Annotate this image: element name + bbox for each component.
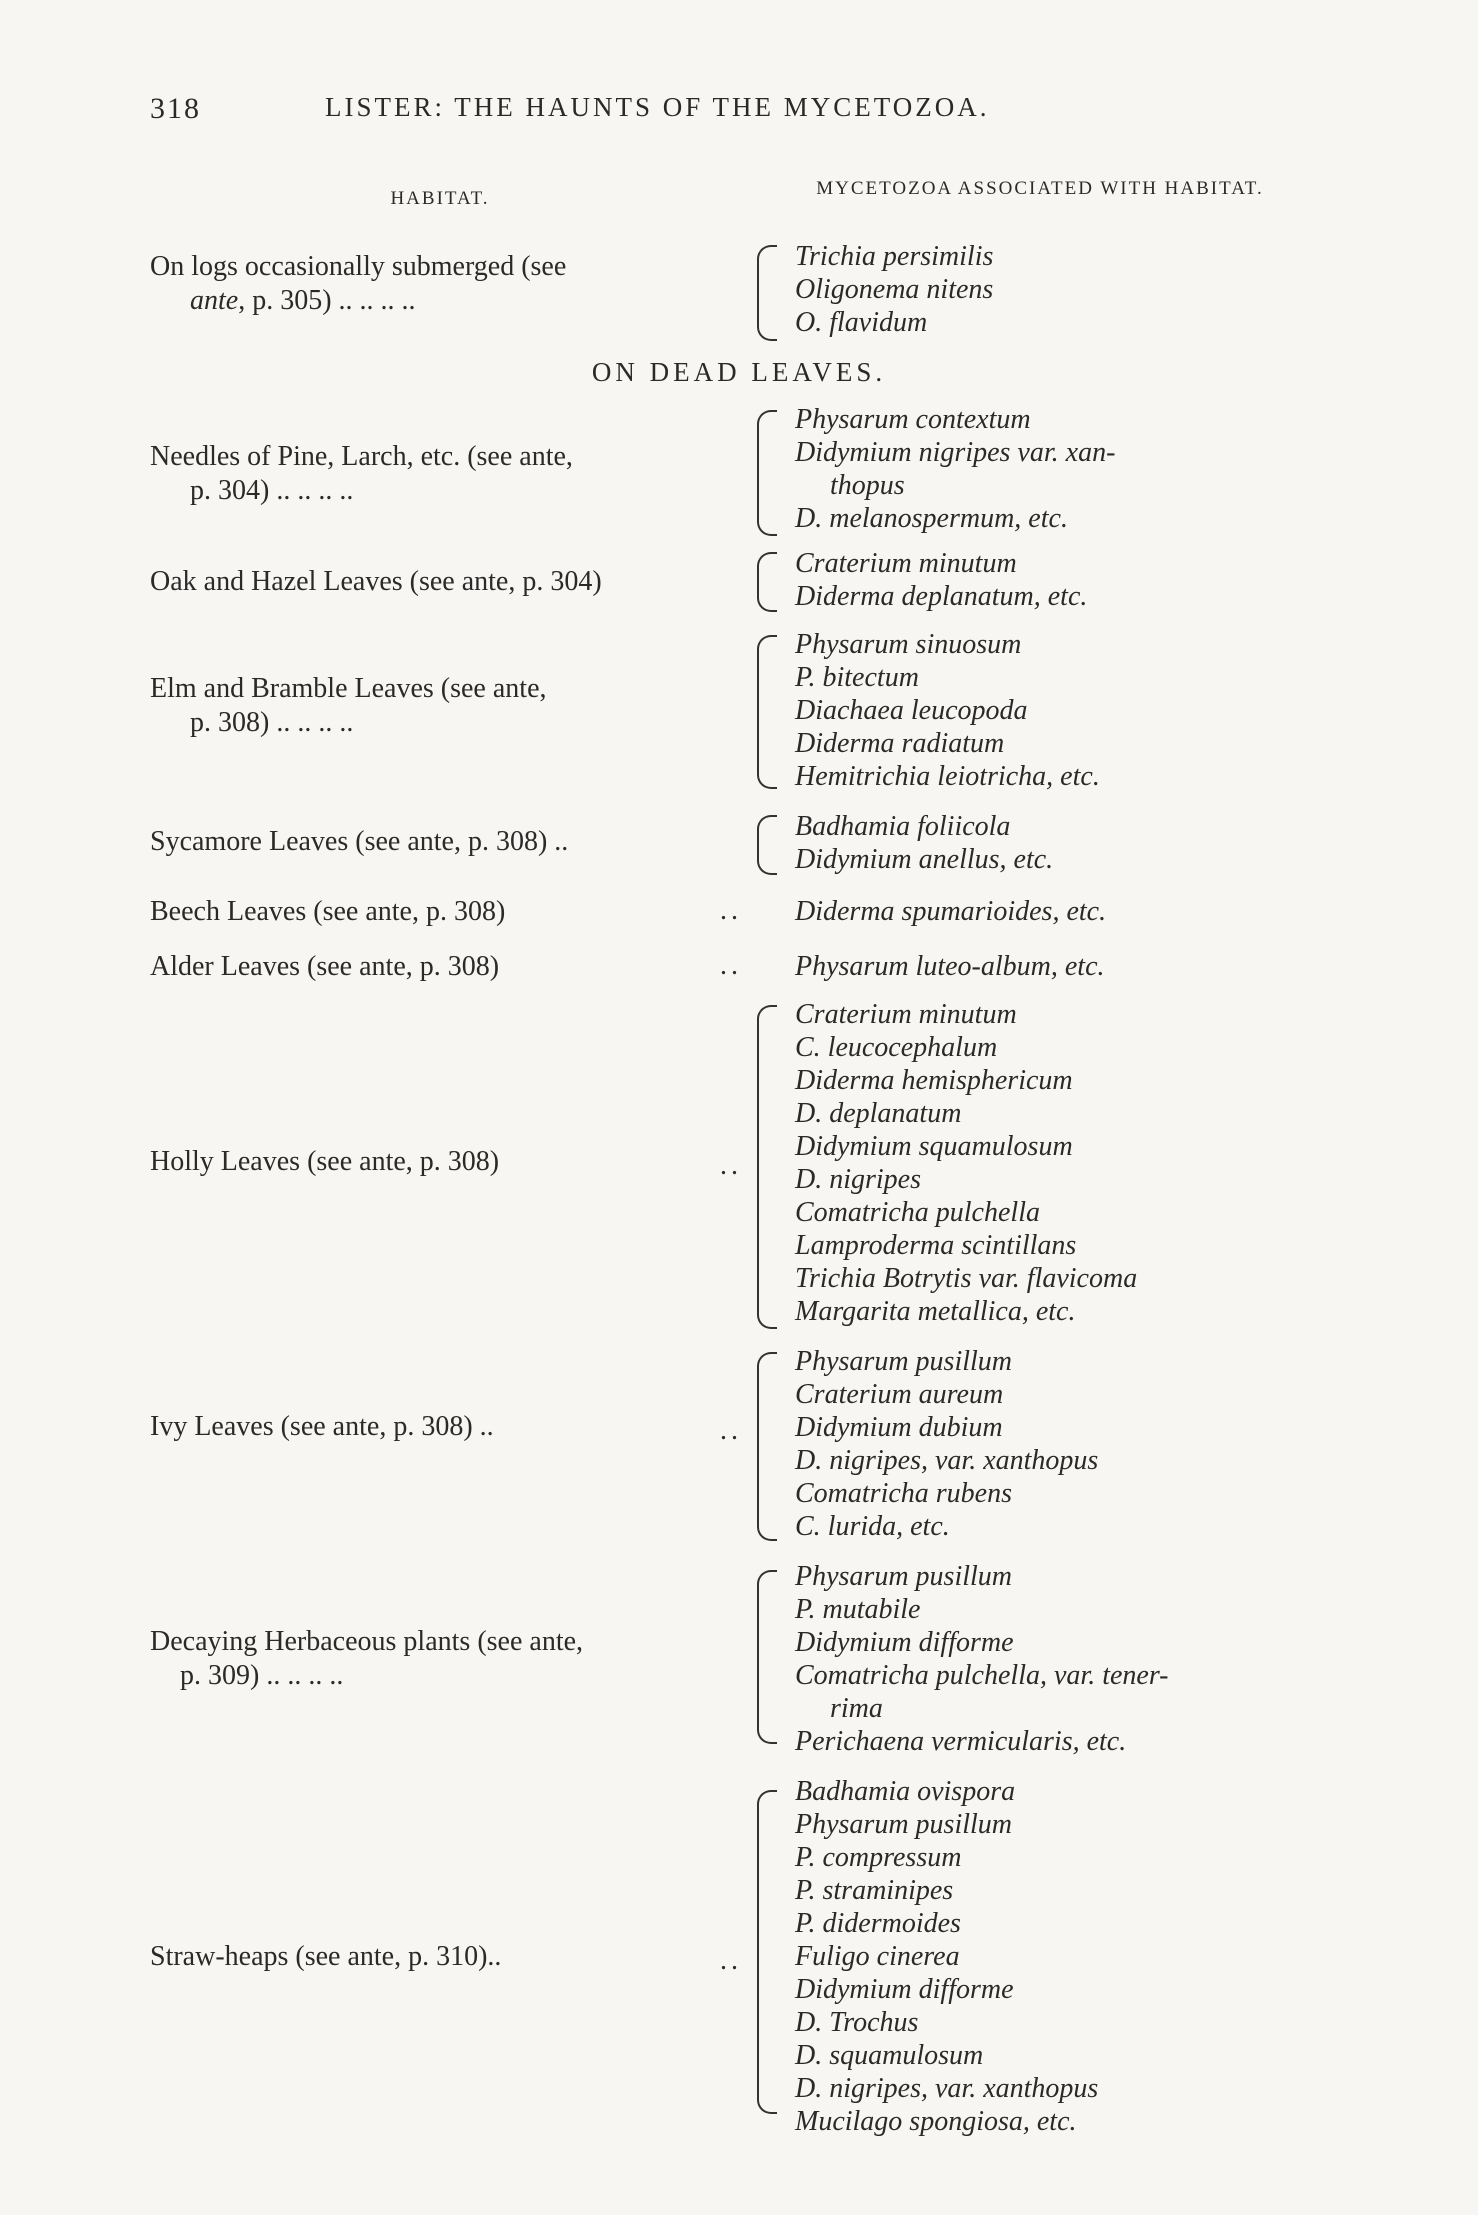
species-list xyxy=(795,950,1415,983)
species-list xyxy=(795,547,1415,613)
species-name: Trichia Botrytis var. flavicoma xyxy=(795,1263,1138,1294)
habitat-entry xyxy=(150,950,750,984)
species-list xyxy=(795,895,1415,928)
species-list xyxy=(795,998,1415,1328)
habitat-text: p. 308) .. .. .. .. xyxy=(190,707,354,738)
species-name: Diachaea leucopoda xyxy=(795,695,1028,726)
species-name: Craterium aureum xyxy=(795,1379,1004,1410)
species-name: P. bitectum xyxy=(795,662,919,693)
habitat-column-header: HABITAT. xyxy=(390,188,490,209)
brace xyxy=(757,552,777,612)
habitat-text: p. 304) .. .. .. .. xyxy=(190,475,354,506)
habitat-text: Needles of Pine, Larch, etc. (see ante, xyxy=(150,441,573,472)
brace xyxy=(757,1570,777,1744)
species-name: Craterium minutum xyxy=(795,548,1017,579)
habitat-entry xyxy=(150,895,750,929)
species-name: D. nigripes, var. xanthopus xyxy=(795,1445,1099,1476)
habitat-text: Alder Leaves (see ante, p. 308) xyxy=(150,951,500,982)
habitat-entry xyxy=(150,1410,750,1444)
brace xyxy=(757,245,777,341)
species-name: Craterium minutum xyxy=(795,999,1017,1030)
species-name: Didymium anellus, etc. xyxy=(795,844,1054,875)
species-name: Comatricha rubens xyxy=(795,1478,1012,1509)
species-name: Comatricha pulchella, var. tener- xyxy=(795,1660,1169,1691)
brace xyxy=(757,1790,777,2114)
species-name: Trichia persimilis xyxy=(795,241,994,272)
species-name: P. mutabile xyxy=(795,1594,921,1625)
species-name: Diderma radiatum xyxy=(795,728,1005,759)
species-name: Didymium squamulosum xyxy=(795,1131,1073,1162)
habitat-text: Sycamore Leaves (see ante, p. 308) .. xyxy=(150,826,569,857)
species-name: thopus xyxy=(830,470,905,501)
species-name: rima xyxy=(830,1693,883,1724)
species-name: Didymium difforme xyxy=(795,1974,1014,2005)
species-list xyxy=(795,1345,1415,1543)
species-name: Badhamia foliicola xyxy=(795,811,1011,842)
habitat-text: Straw-heaps (see ante, p. 310).. xyxy=(150,1941,502,1972)
species-name: Didymium dubium xyxy=(795,1412,1003,1443)
species-name: C. leucocephalum xyxy=(795,1032,998,1063)
species-name: D. nigripes xyxy=(795,1164,921,1195)
species-name: D. squamulosum xyxy=(795,2040,984,2071)
page-number: 318 xyxy=(150,92,201,125)
species-name: Oligonema nitens xyxy=(795,274,994,305)
species-name: P. straminipes xyxy=(795,1875,954,1906)
habitat-text: , p. 305) .. .. .. .. xyxy=(238,285,416,316)
leader-dots: .. xyxy=(720,950,742,981)
brace xyxy=(757,1005,777,1329)
species-name: Didymium nigripes var. xan- xyxy=(795,437,1116,468)
species-list xyxy=(795,628,1415,793)
species-name: D. Trochus xyxy=(795,2007,919,2038)
habitat-text: Elm and Bramble Leaves (see ante, xyxy=(150,673,547,704)
habitat-text: Decaying Herbaceous plants (see ante, xyxy=(150,1626,584,1657)
leader-dots: .. xyxy=(720,895,742,926)
species-name: Diderma deplanatum, etc. xyxy=(795,581,1088,612)
species-name: Diderma spumarioides, etc. xyxy=(795,896,1107,927)
species-name: Comatricha pulchella xyxy=(795,1197,1040,1228)
section-title: ON DEAD LEAVES. xyxy=(591,357,887,387)
habitat-text: Holly Leaves (see ante, p. 308) xyxy=(150,1146,500,1177)
habitat-entry xyxy=(150,672,750,740)
brace xyxy=(757,815,777,875)
species-name: D. deplanatum xyxy=(795,1098,962,1129)
mycetozoa-column-header: MYCETOZOA ASSOCIATED WITH HABITAT. xyxy=(816,178,1264,199)
habitat-entry xyxy=(150,250,750,318)
species-name: Perichaena vermicularis, etc. xyxy=(795,1726,1127,1757)
leader-dots: .. xyxy=(720,1150,742,1181)
habitat-entry xyxy=(150,1940,750,1974)
species-name: Fuligo cinerea xyxy=(795,1941,960,1972)
species-name: Physarum sinuosum xyxy=(795,629,1022,660)
species-name: Didymium difforme xyxy=(795,1627,1014,1658)
species-name: D. nigripes, var. xanthopus xyxy=(795,2073,1099,2104)
habitat-entry xyxy=(150,825,750,859)
species-name: Physarum pusillum xyxy=(795,1809,1012,1840)
species-name: Hemitrichia leiotricha, etc. xyxy=(795,761,1100,792)
habitat-text: ante xyxy=(190,285,239,316)
habitat-entry xyxy=(150,1625,750,1693)
species-name: P. didermoides xyxy=(795,1908,961,1939)
species-name: C. lurida, etc. xyxy=(795,1511,950,1542)
species-name: Physarum contextum xyxy=(795,404,1031,435)
habitat-text: Oak and Hazel Leaves (see ante, p. 304) xyxy=(150,566,602,597)
species-name: P. compressum xyxy=(795,1842,962,1873)
species-list xyxy=(795,403,1415,535)
habitat-entry xyxy=(150,1145,750,1179)
leader-dots: .. xyxy=(720,1415,742,1446)
species-name: Physarum pusillum xyxy=(795,1561,1012,1592)
species-name: Diderma hemisphericum xyxy=(795,1065,1073,1096)
habitat-text: Ivy Leaves (see ante, p. 308) .. xyxy=(150,1411,494,1442)
species-list xyxy=(795,1560,1415,1758)
species-list xyxy=(795,810,1415,876)
species-name: Mucilago spongiosa, etc. xyxy=(795,2106,1077,2137)
species-name: Physarum pusillum xyxy=(795,1346,1012,1377)
species-name: O. flavidum xyxy=(795,307,928,338)
species-list xyxy=(795,1775,1415,2138)
leader-dots: .. xyxy=(720,1945,742,1976)
habitat-text: Beech Leaves (see ante, p. 308) xyxy=(150,896,506,927)
brace xyxy=(757,410,777,536)
species-name: Badhamia ovispora xyxy=(795,1776,1016,1807)
running-title: LISTER: THE HAUNTS OF THE MYCETOZOA. xyxy=(325,92,990,122)
species-name: Physarum luteo-album, etc. xyxy=(795,951,1105,982)
species-name: D. melanospermum, etc. xyxy=(795,503,1068,534)
habitat-entry xyxy=(150,440,750,508)
habitat-text: p. 309) .. .. .. .. xyxy=(180,1660,344,1691)
species-name: Margarita metallica, etc. xyxy=(795,1296,1076,1327)
brace xyxy=(757,1352,777,1541)
species-name: Lamproderma scintillans xyxy=(795,1230,1077,1261)
habitat-entry xyxy=(150,565,750,599)
brace xyxy=(757,635,777,789)
habitat-text: On logs occasionally submerged (see xyxy=(150,251,567,282)
species-list xyxy=(795,240,1415,339)
